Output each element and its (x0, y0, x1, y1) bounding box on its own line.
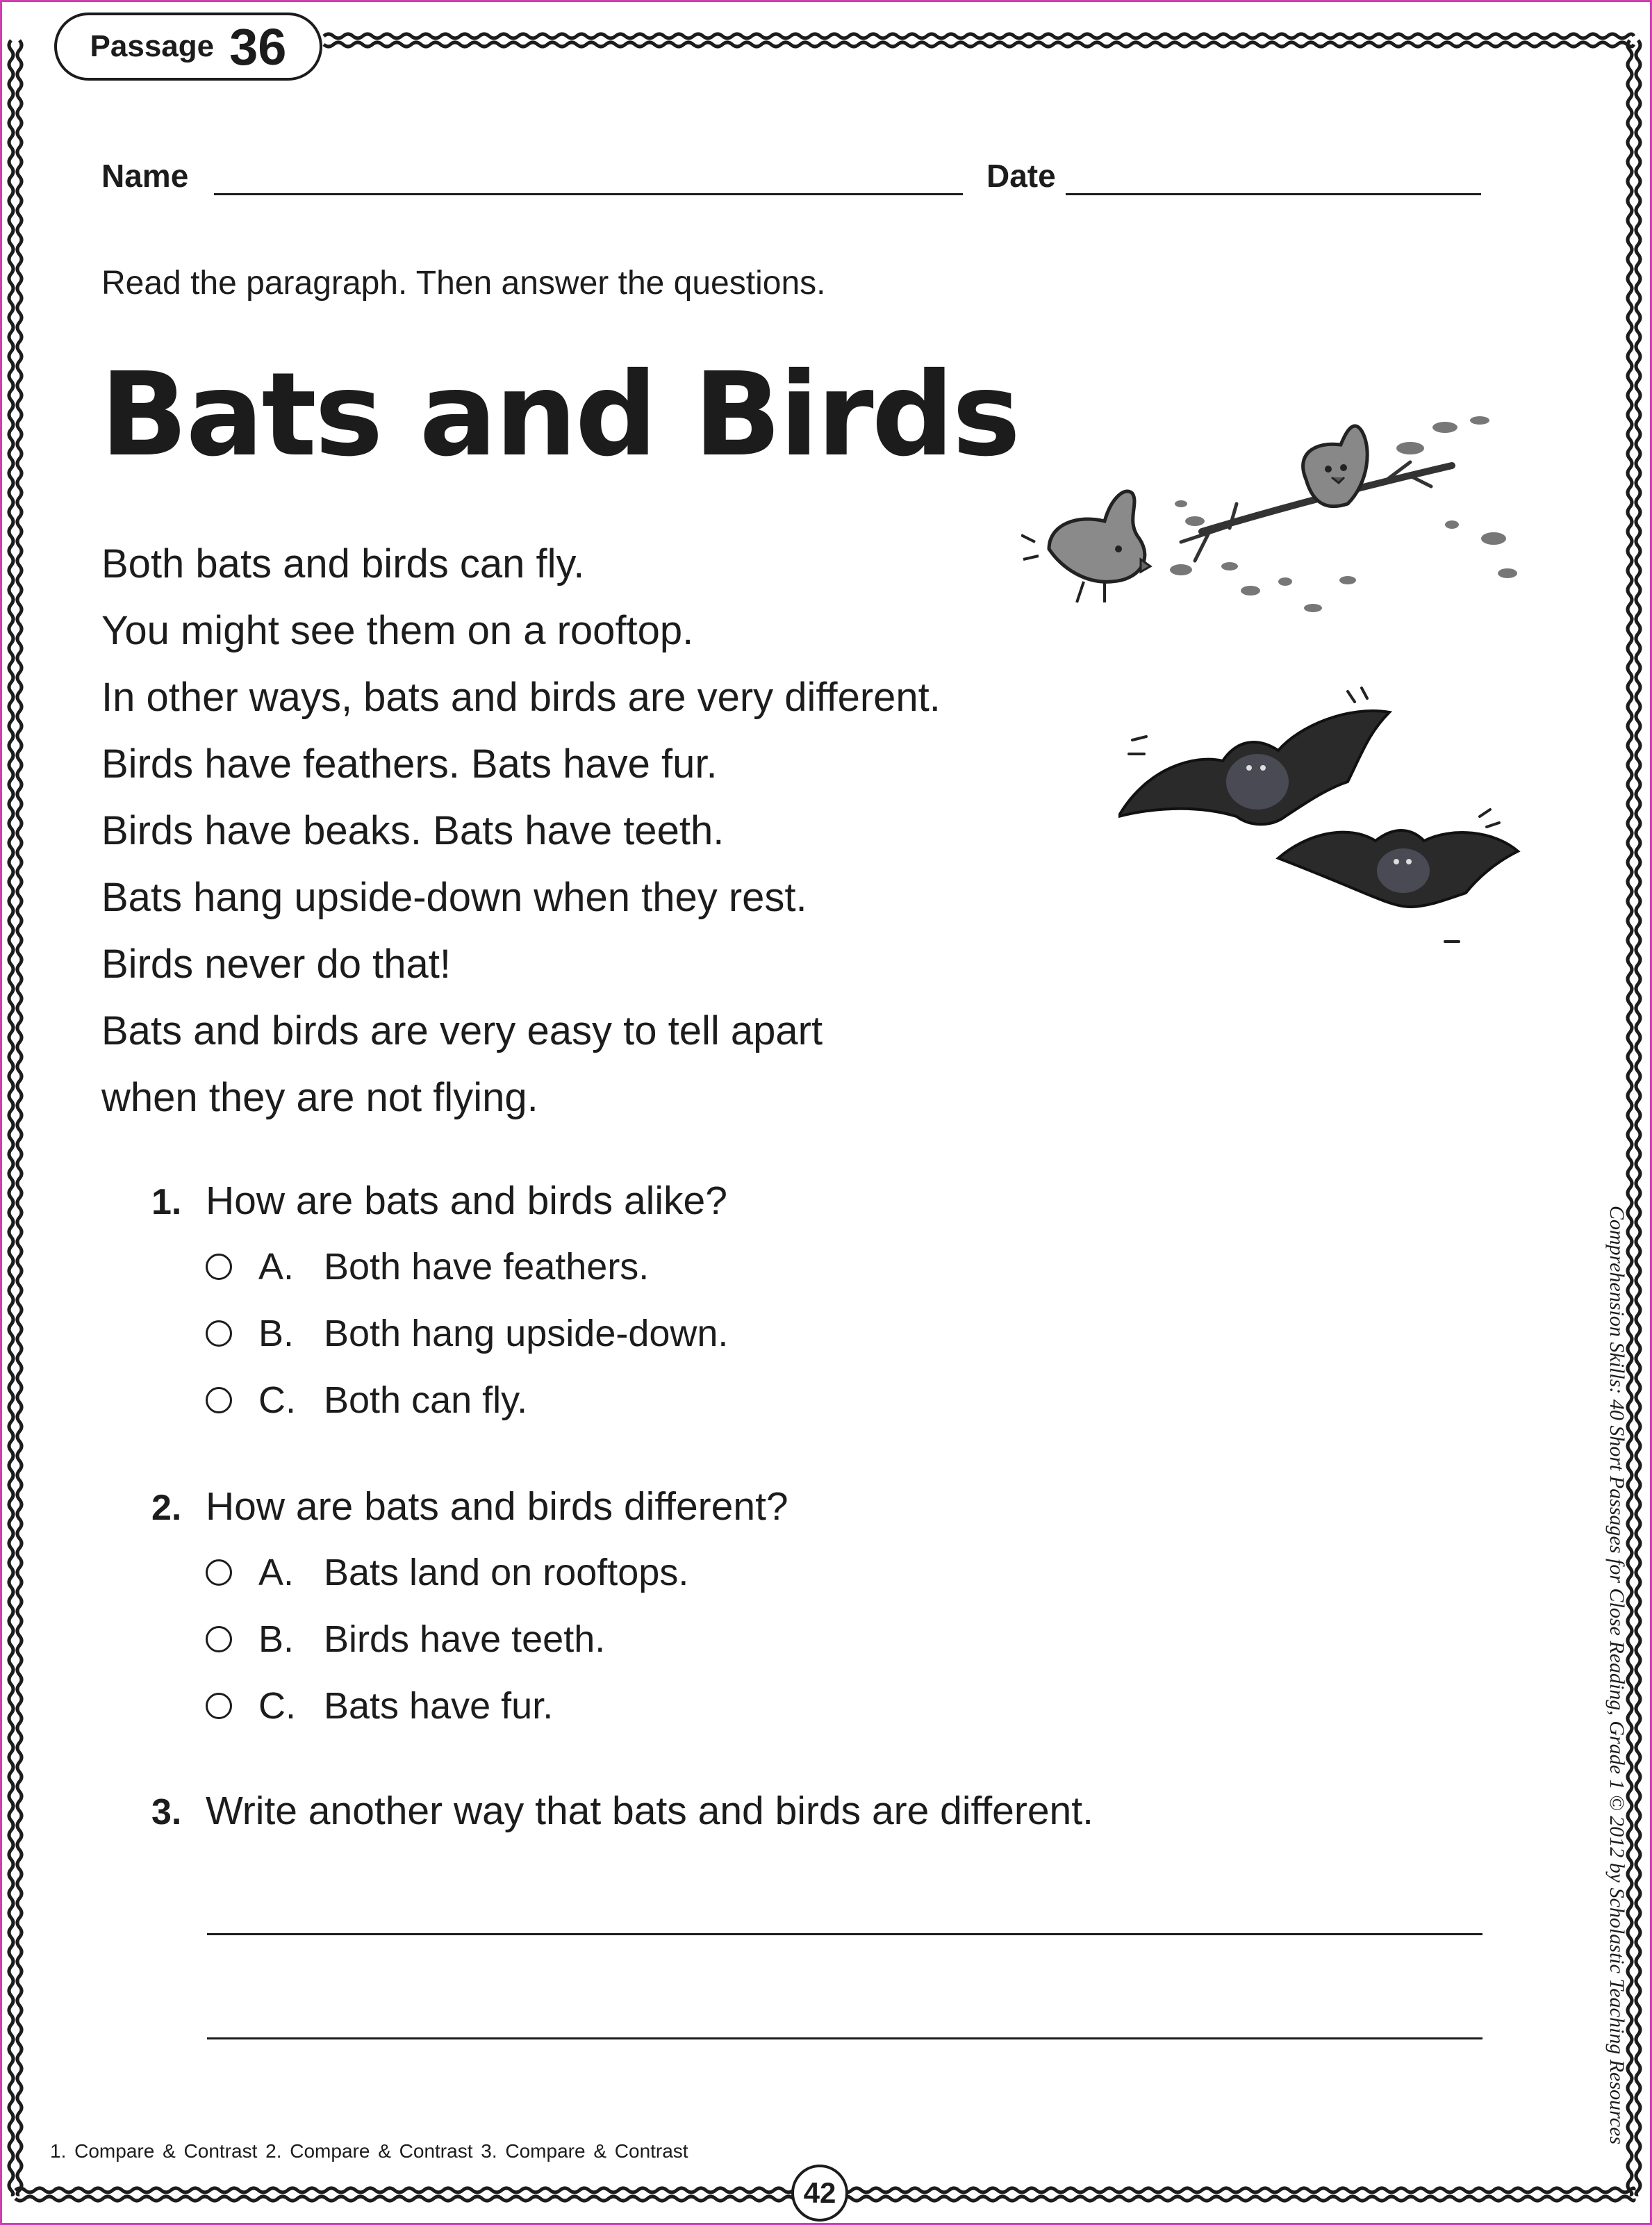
paragraph-line: when they are not flying. (101, 1075, 538, 1120)
question-number: 3. (151, 1792, 182, 1832)
paragraph-line: You might see them on a rooftop. (101, 608, 694, 653)
question-number: 1. (151, 1182, 182, 1222)
page-number: 42 (791, 2165, 848, 2222)
paragraph-line: Bats hang upside-down when they rest. (101, 875, 807, 920)
copyright-notice: Comprehension Skills: 40 Short Passages for Close Reading, Grade 1 © 2012 by Scholastic Teaching Resources (1605, 1206, 1628, 2145)
paragraph-line: In other ways, bats and birds are very different. (101, 675, 941, 720)
reading-paragraph (101, 531, 941, 1131)
paragraph-line: Both bats and birds can fly. (101, 541, 585, 586)
radio-circle[interactable] (206, 1693, 232, 1719)
answer-option[interactable] (206, 1682, 553, 1730)
option-letter: A. (258, 1552, 295, 1593)
date-label: Date (986, 158, 1056, 194)
passage-tab (54, 13, 322, 81)
option-letter: C. (258, 1379, 296, 1421)
radio-circle[interactable] (206, 1254, 232, 1280)
paragraph-line: Bats and birds are very easy to tell apart (101, 1008, 823, 1053)
option-letter: C. (258, 1685, 296, 1727)
name-label: Name (101, 158, 189, 194)
answer-option[interactable] (206, 1548, 688, 1597)
question-text: How are bats and birds alike? (206, 1179, 727, 1223)
question-number: 2. (151, 1488, 182, 1528)
option-letter: A. (258, 1246, 295, 1288)
radio-circle[interactable] (206, 1387, 232, 1413)
date-field[interactable] (1066, 193, 1481, 195)
radio-circle[interactable] (206, 1320, 232, 1347)
question-text: How are bats and birds different? (206, 1484, 788, 1529)
paragraph-line: Birds have feathers. Bats have fur. (101, 741, 718, 787)
answer-option[interactable] (206, 1242, 649, 1291)
birds-on-branch-illustration (1021, 400, 1563, 650)
radio-circle[interactable] (206, 1559, 232, 1586)
page-title: Bats and Birds (100, 348, 1019, 482)
option-text: Birds have teeth. (324, 1618, 606, 1660)
option-letter: B. (258, 1618, 295, 1660)
instructions: Read the paragraph. Then answer the questions. (101, 265, 826, 302)
option-text: Both can fly. (324, 1379, 528, 1421)
answer-option[interactable] (206, 1309, 728, 1358)
answer-line[interactable] (207, 1933, 1482, 1935)
option-text: Both hang upside-down. (324, 1313, 729, 1354)
option-text: Both have feathers. (324, 1246, 650, 1288)
skills-footer: 1. Compare & Contrast 2. Compare & Contrast 3. Compare & Contrast (50, 2140, 688, 2162)
option-text: Bats land on rooftops. (324, 1552, 689, 1593)
flying-bats-illustration (1118, 684, 1535, 962)
name-field[interactable] (214, 193, 963, 195)
answer-option[interactable] (206, 1376, 527, 1425)
paragraph-line: Birds never do that! (101, 942, 451, 987)
answer-line[interactable] (207, 2037, 1482, 2039)
radio-circle[interactable] (206, 1626, 232, 1652)
option-letter: B. (258, 1313, 295, 1354)
passage-number: 36 (229, 17, 287, 76)
question-text: Write another way that bats and birds are different. (206, 1789, 1093, 1833)
answer-option[interactable] (206, 1615, 605, 1664)
option-text: Bats have fur. (324, 1685, 554, 1727)
paragraph-line: Birds have beaks. Bats have teeth. (101, 808, 725, 853)
passage-label: Passage (90, 29, 215, 63)
